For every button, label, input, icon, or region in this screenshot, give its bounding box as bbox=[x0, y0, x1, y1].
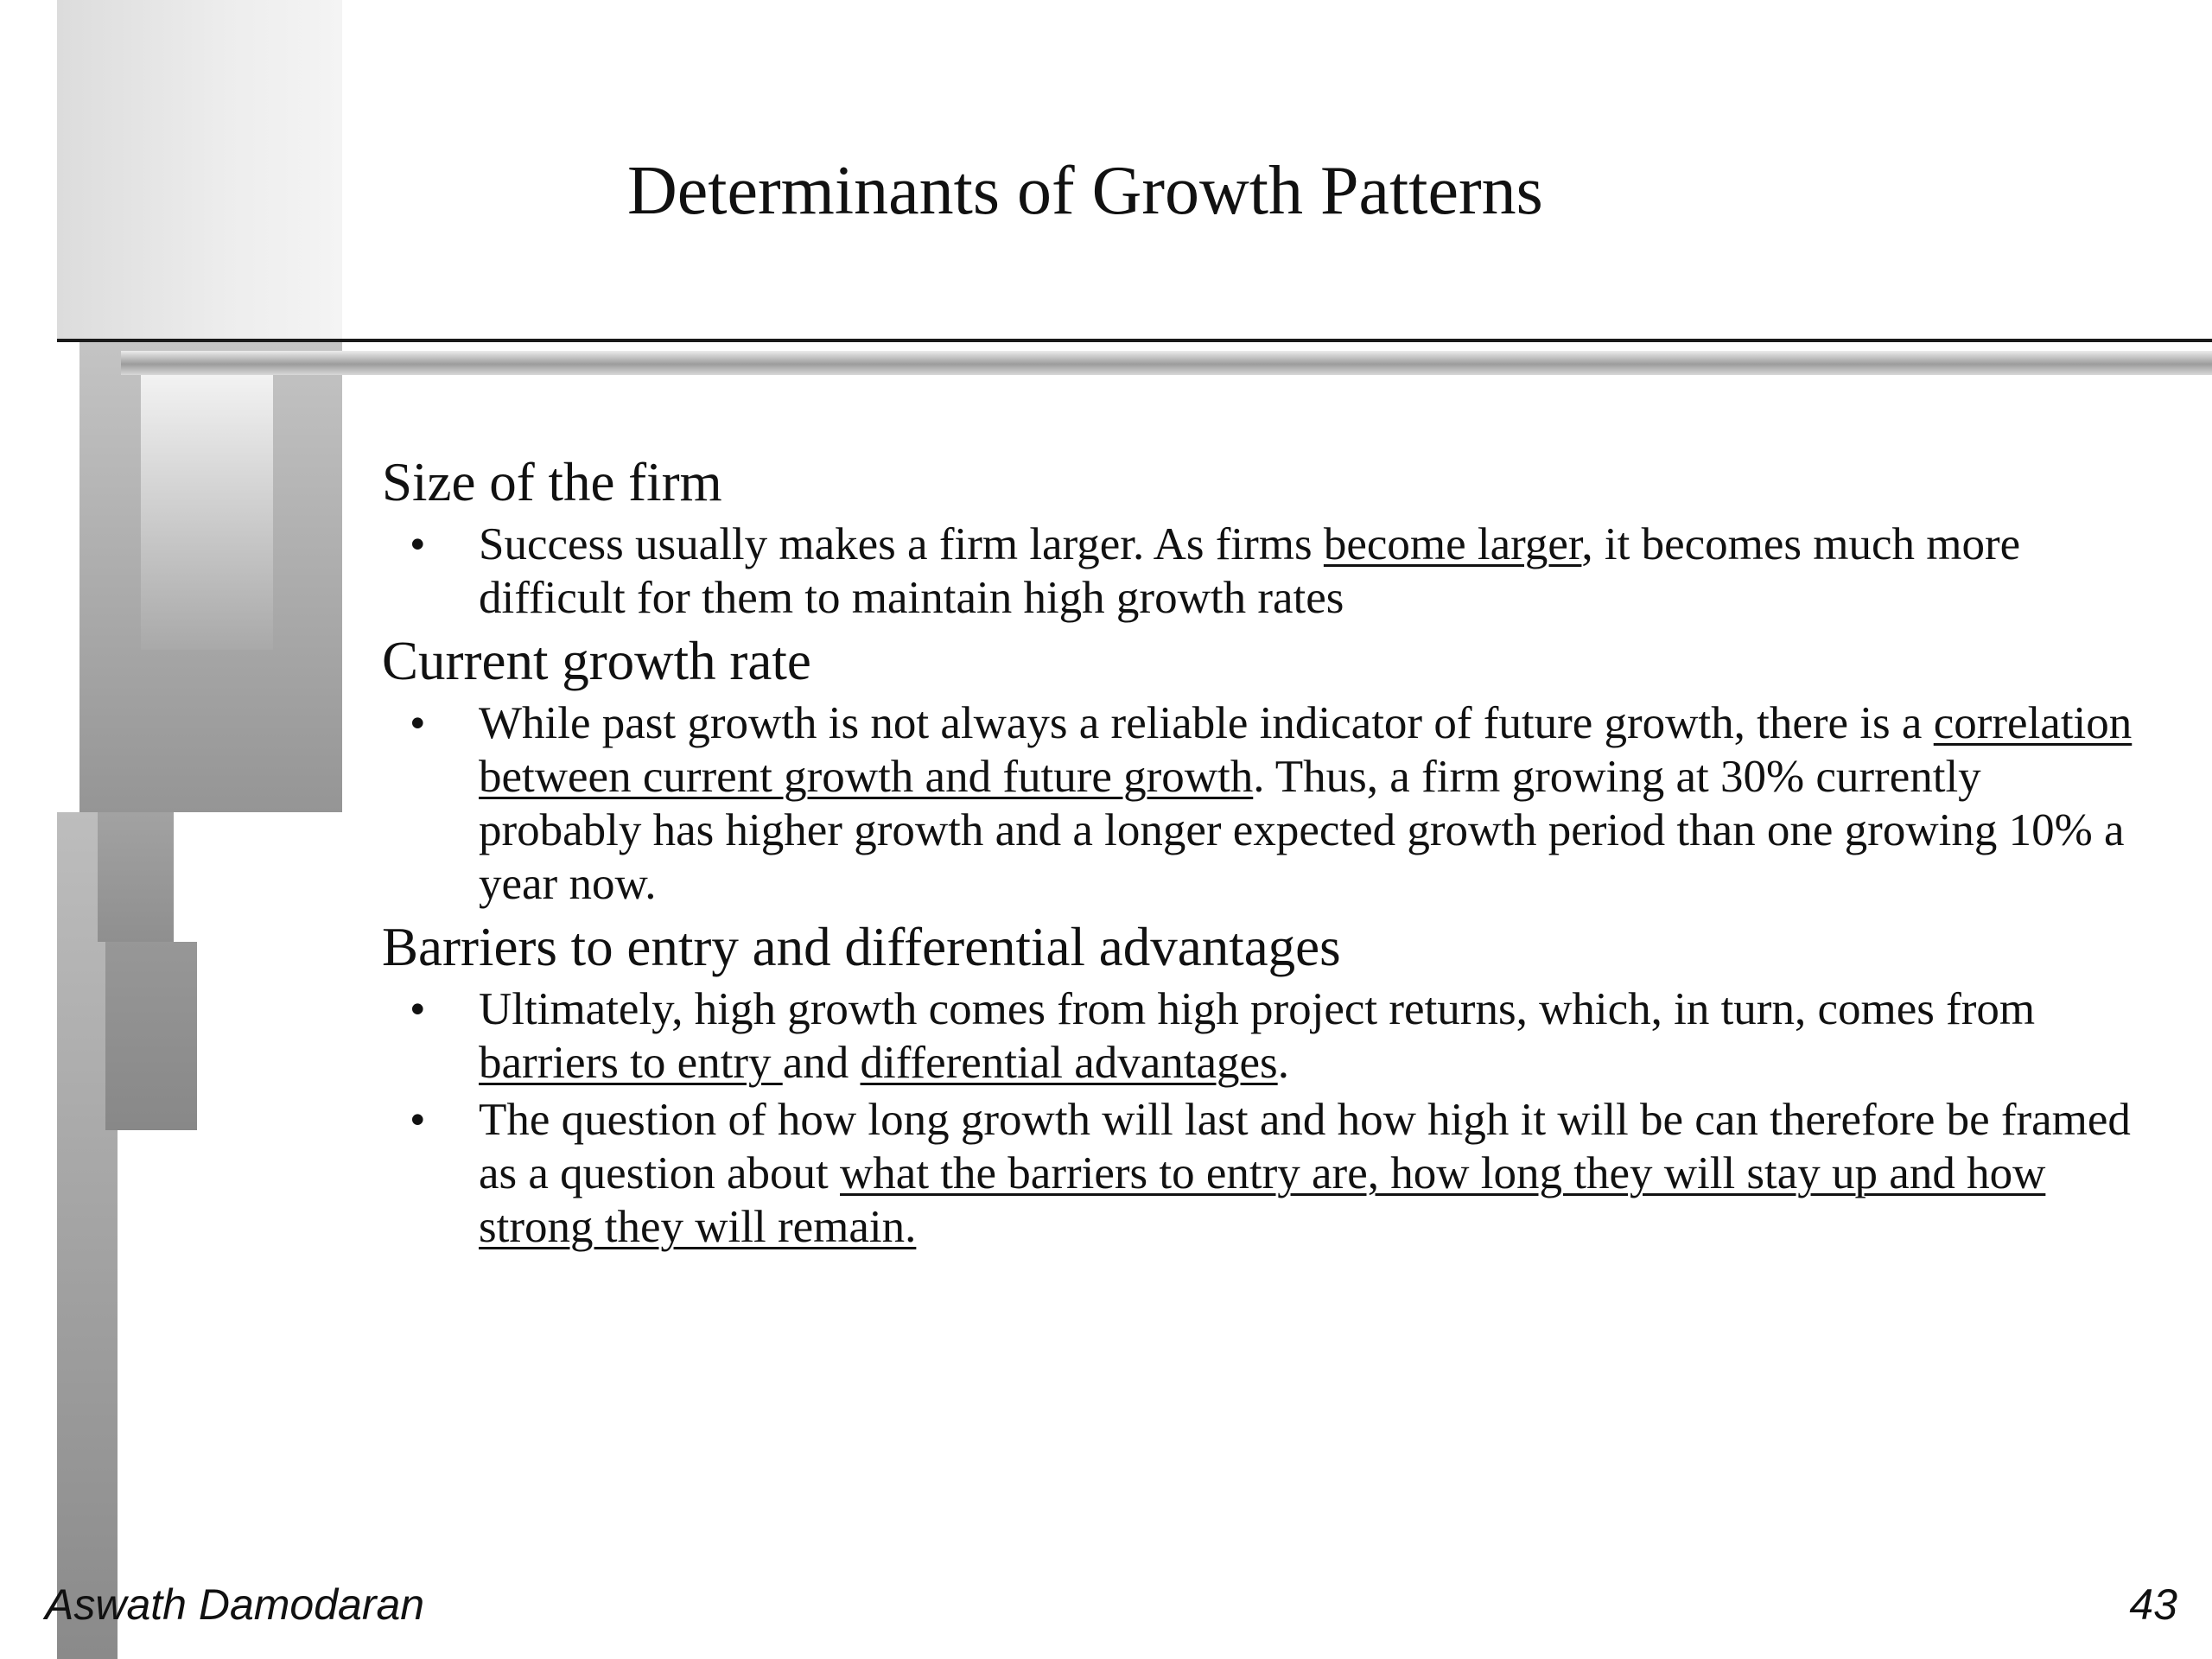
section-heading: Barriers to entry and differential advantages bbox=[382, 917, 1341, 977]
title-rule bbox=[57, 339, 2212, 342]
section-heading: Size of the firm bbox=[382, 452, 722, 512]
underlined-phrase: correlation between current growth and future growth bbox=[479, 698, 2133, 802]
bullet-marker: • bbox=[410, 519, 426, 569]
bullet-text: While past growth is not always a reliable indicator of future growth, there is a correlation between current growth and future growth. Thus, a firm growing at 30% currently probably has higher growth and a longer expected growth period than one growing 10% a year now. bbox=[479, 698, 2133, 909]
bullet-marker: • bbox=[410, 984, 426, 1034]
title-divider-bar bbox=[121, 351, 2212, 375]
underlined-phrase: barriers to entry bbox=[479, 1038, 783, 1088]
bullet-item bbox=[382, 696, 2136, 911]
bullet-text: The question of how long growth will last and how high it will be can therefore be framed as a question about what the barriers to entry are, how long they will stay up and how strong they will remain. bbox=[479, 1095, 2131, 1252]
section-heading: Current growth rate bbox=[382, 631, 811, 691]
slide-title: Determinants of Growth Patterns bbox=[627, 153, 1543, 229]
bullet-item bbox=[382, 982, 2136, 1090]
underlined-phrase: become larger bbox=[1323, 519, 1582, 569]
bullet-marker: • bbox=[410, 1095, 426, 1145]
underlined-phrase: differential advantages bbox=[860, 1038, 1278, 1088]
decorative-panel bbox=[57, 0, 342, 341]
slide-body bbox=[382, 449, 2136, 1257]
bullet-item bbox=[382, 518, 2136, 625]
underlined-phrase: what the barriers to entry are, how long they will stay up and how strong they will remain. bbox=[479, 1148, 2046, 1252]
bullet-text: Success usually makes a firm larger. As firms become larger, it becomes much more difficult for them to maintain high growth rates bbox=[479, 519, 2021, 623]
decorative-panel bbox=[105, 942, 197, 1130]
page-number: 43 bbox=[2129, 1580, 2177, 1629]
bullet-item bbox=[382, 1093, 2136, 1254]
decorative-panel bbox=[141, 372, 273, 650]
bullet-marker: • bbox=[410, 698, 426, 748]
decorative-panel bbox=[98, 812, 174, 942]
footer-author: Aswath Damodaran bbox=[45, 1580, 425, 1629]
bullet-text: Ultimately, high growth comes from high project returns, which, in turn, comes from barriers to entry and differential advantages. bbox=[479, 984, 2036, 1088]
